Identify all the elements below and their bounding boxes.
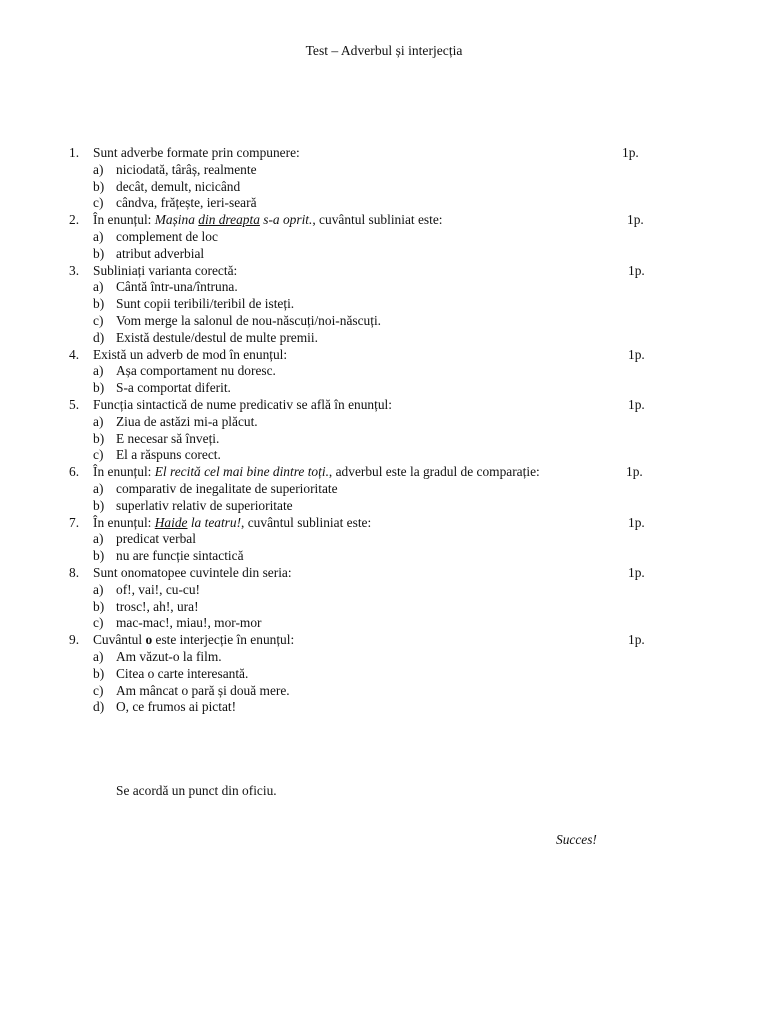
question-text: Cuvântul o este interjecție în enunțul: xyxy=(93,632,295,648)
question-number: 6. xyxy=(69,464,80,480)
option-letter: a) xyxy=(93,161,104,177)
option-letter: a) xyxy=(93,363,104,379)
option-letter: b) xyxy=(93,497,105,513)
question-number: 8. xyxy=(69,564,80,580)
option-text: mac-mac!, miau!, mor-mor xyxy=(116,615,262,631)
answer-option xyxy=(0,380,768,397)
question-points: 1p. xyxy=(626,464,643,480)
answer-option xyxy=(0,229,768,246)
option-letter: c) xyxy=(93,615,104,631)
question-number: 9. xyxy=(69,632,80,648)
option-text: Așa comportament nu doresc. xyxy=(116,363,276,379)
option-letter: d) xyxy=(93,699,105,715)
option-text: superlativ relativ de superioritate xyxy=(116,497,293,513)
option-text: of!, vai!, cu-cu! xyxy=(116,581,201,597)
question-points: 1p. xyxy=(627,212,644,228)
answer-option xyxy=(0,531,768,548)
option-letter: c) xyxy=(93,312,104,328)
option-letter: b) xyxy=(93,380,105,396)
answer-option xyxy=(0,279,768,296)
option-text: complement de loc xyxy=(116,228,218,244)
answer-option xyxy=(0,666,768,683)
question-number: 7. xyxy=(69,514,80,530)
question-text: Sunt adverbe formate prin compunere: xyxy=(93,145,300,160)
option-letter: a) xyxy=(93,228,104,244)
answer-option xyxy=(0,179,768,196)
option-letter: c) xyxy=(93,447,104,463)
question-points: 1p. xyxy=(628,564,645,580)
question-row xyxy=(0,347,768,364)
option-text: predicat verbal xyxy=(116,531,196,547)
option-letter: a) xyxy=(93,581,104,597)
option-letter: a) xyxy=(93,279,104,295)
answer-option xyxy=(0,363,768,380)
answer-option xyxy=(0,296,768,313)
question-points: 1p. xyxy=(628,346,645,362)
answer-option xyxy=(0,548,768,565)
answer-option xyxy=(0,498,768,515)
answer-option xyxy=(0,615,768,632)
question-number: 2. xyxy=(69,212,80,228)
question-text: Funcția sintactică de nume predicativ se află în enunțul: xyxy=(93,396,392,412)
answer-option xyxy=(0,313,768,330)
question-list xyxy=(0,145,768,716)
option-letter: a) xyxy=(93,648,104,664)
question-number: 5. xyxy=(69,396,80,412)
question-row xyxy=(0,397,768,414)
question-row xyxy=(0,145,768,162)
option-letter: b) xyxy=(93,598,105,614)
question-text: Subliniați varianta corectă: xyxy=(93,262,238,278)
question-text: În enunțul: Mașina din dreapta s-a oprit., cuvântul subliniat este: xyxy=(93,212,443,228)
question-row xyxy=(0,515,768,532)
question-number: 1. xyxy=(69,145,80,160)
question-number: 3. xyxy=(69,262,80,278)
closing-text: Succes! xyxy=(556,832,597,847)
question-row xyxy=(0,632,768,649)
option-letter: a) xyxy=(93,480,104,496)
question-row xyxy=(0,212,768,229)
option-text: comparativ de inegalitate de superioritate xyxy=(116,480,338,496)
option-text: niciodată, târâș, realmente xyxy=(116,161,257,177)
question-text: Sunt onomatopee cuvintele din seria: xyxy=(93,564,292,580)
option-letter: d) xyxy=(93,329,105,345)
option-text: Vom merge la salonul de nou-născuți/noi-născuți. xyxy=(116,312,382,328)
option-text: S-a comportat diferit. xyxy=(116,380,231,396)
question-text: Există un adverb de mod în enunțul: xyxy=(93,346,288,362)
option-text: Am mâncat o pară și două mere. xyxy=(116,682,290,698)
option-text: trosc!, ah!, ura! xyxy=(116,598,199,614)
question-points: 1p. xyxy=(628,262,645,278)
option-letter: c) xyxy=(93,682,104,698)
question-text: În enunțul: El recită cel mai bine dintre toți., adverbul este la gradul de comparație: xyxy=(93,464,540,480)
answer-option xyxy=(0,195,768,212)
question-points: 1p. xyxy=(628,632,645,648)
answer-option xyxy=(0,683,768,700)
page-title: Test – Adverbul și interjecția xyxy=(305,43,463,58)
answer-option xyxy=(0,162,768,179)
option-text: Există destule/destul de multe premii. xyxy=(116,329,318,345)
option-letter: b) xyxy=(93,296,105,312)
option-letter: a) xyxy=(93,413,104,429)
answer-option xyxy=(0,599,768,616)
question-row xyxy=(0,565,768,582)
answer-option xyxy=(0,447,768,464)
office-point-note: Se acordă un punct din oficiu. xyxy=(116,783,277,798)
answer-option xyxy=(0,246,768,263)
option-letter: c) xyxy=(93,195,104,211)
option-letter: b) xyxy=(93,665,105,681)
option-text: El a răspuns corect. xyxy=(116,447,221,463)
answer-option xyxy=(0,431,768,448)
option-text: Sunt copii teribili/teribil de isteți. xyxy=(116,296,295,312)
option-letter: a) xyxy=(93,531,104,547)
answer-option xyxy=(0,649,768,666)
option-letter: b) xyxy=(93,178,105,194)
question-number: 4. xyxy=(69,346,80,362)
answer-option xyxy=(0,699,768,716)
question-row xyxy=(0,263,768,280)
question-points: 1p. xyxy=(628,396,645,412)
question-points: 1p. xyxy=(622,145,639,160)
option-text: E necesar să înveți. xyxy=(116,430,220,446)
question-row xyxy=(0,464,768,481)
option-text: Cântă într-una/întruna. xyxy=(116,279,238,295)
option-text: O, ce frumos ai pictat! xyxy=(116,699,237,715)
option-letter: b) xyxy=(93,430,105,446)
option-letter: b) xyxy=(93,245,105,261)
option-text: atribut adverbial xyxy=(116,245,205,261)
option-text: decât, demult, nicicând xyxy=(116,178,241,194)
answer-option xyxy=(0,481,768,498)
option-text: nu are funcție sintactică xyxy=(116,548,244,564)
answer-option xyxy=(0,330,768,347)
question-text: În enunțul: Haide la teatru!, cuvântul subliniat este: xyxy=(93,514,372,530)
option-text: cândva, frățește, ieri-seară xyxy=(116,195,257,211)
option-text: Ziua de astăzi mi-a plăcut. xyxy=(116,413,258,429)
answer-option xyxy=(0,582,768,599)
answer-option xyxy=(0,414,768,431)
option-text: Am văzut-o la film. xyxy=(116,648,222,664)
option-text: Citea o carte interesantă. xyxy=(116,665,249,681)
option-letter: b) xyxy=(93,548,105,564)
question-points: 1p. xyxy=(628,514,645,530)
